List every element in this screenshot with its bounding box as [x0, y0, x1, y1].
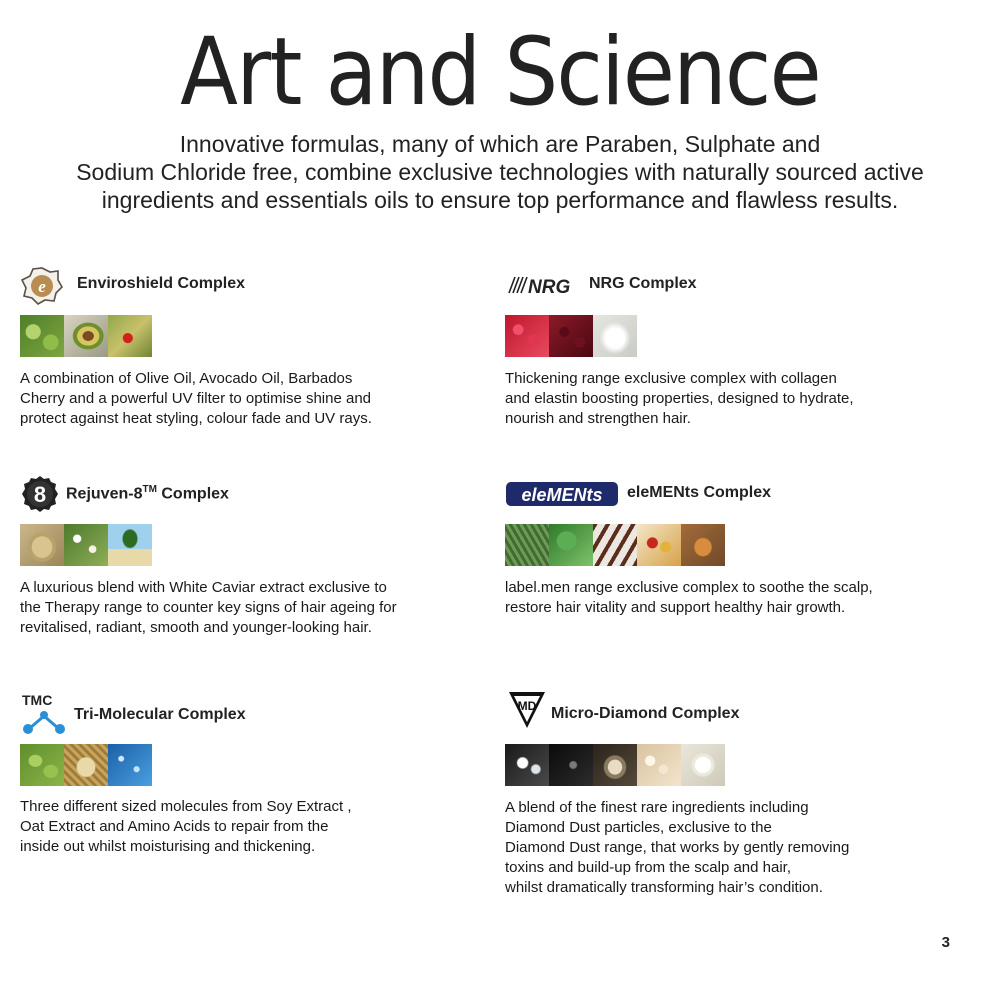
caviar-powder-photo: [20, 524, 64, 566]
oats-photo: [64, 744, 108, 786]
cherry-photo: [108, 315, 152, 357]
palm-tree-photo: [108, 524, 152, 566]
ginger-photo: [681, 524, 725, 566]
complex-name: NRG Complex: [589, 275, 697, 292]
white-rose-photo: [681, 744, 725, 786]
berries-photo: [549, 315, 593, 357]
description-line: revitalised, radiant, smooth and younger-looking hair.: [20, 619, 372, 636]
description-line: Cherry and a powerful UV filter to optimise shine and: [20, 390, 372, 407]
dark-crystals-photo: [549, 744, 593, 786]
water-bubbles-photo: [108, 744, 152, 786]
description-line: A blend of the finest rare ingredients including: [505, 799, 809, 816]
avocado-photo: [64, 315, 108, 357]
elements-logo-text: eleMENts: [521, 485, 603, 505]
rosemary-photo: [505, 524, 549, 566]
elements-logo-icon: [505, 474, 619, 514]
ingredient-photos: [20, 744, 152, 786]
tmc-molecule-icon: [20, 690, 68, 738]
pearls-photo: [637, 744, 681, 786]
complex-name: Micro-Diamond Complex: [551, 705, 740, 722]
diamond-crystals-photo: [505, 744, 549, 786]
trademark-mark: TM: [142, 484, 157, 495]
description-line: whilst dramatically transforming hair’s condition.: [505, 879, 823, 896]
rejuven-logo-number: 8: [33, 482, 47, 507]
complex-name: [66, 484, 229, 503]
chillies-photo: [637, 524, 681, 566]
complex-description: [505, 369, 975, 429]
enviroshield-e-icon: [20, 265, 64, 305]
olive-photo: [20, 315, 64, 357]
page-title: Art and Science: [180, 18, 820, 127]
mint-leaves-photo: [549, 524, 593, 566]
nrg-logo-text: NRG: [528, 277, 571, 298]
tmc-logo-text: TMC: [22, 692, 53, 708]
nrg-logo-icon: [505, 265, 581, 305]
complex-description: [20, 578, 490, 638]
ingredient-photos: [20, 315, 152, 357]
shell-photo: [593, 744, 637, 786]
complex-description: [505, 798, 975, 898]
complex-name-suffix: Complex: [156, 485, 229, 503]
description-line: Diamond Dust particles, exclusive to the: [505, 819, 772, 836]
description-line: nourish and strengthen hair.: [505, 410, 691, 427]
complex-name: Enviroshield Complex: [77, 275, 246, 292]
rejuven-8-icon: [20, 474, 60, 514]
intro-paragraph: [0, 130, 1000, 214]
description-line: Thickening range exclusive complex with collagen: [505, 370, 837, 387]
ingredient-photos: [505, 524, 725, 566]
intro-line: Sodium Chloride free, combine exclusive technologies with naturally sourced active: [76, 159, 924, 185]
intro-line: ingredients and essentials oils to ensure top performance and flawless results.: [101, 187, 899, 213]
complex-name: Tri-Molecular Complex: [74, 706, 246, 723]
description-line: the Therapy range to counter key signs of hair ageing for: [20, 599, 397, 616]
raspberry-photo: [505, 315, 549, 357]
cloves-photo: [593, 524, 637, 566]
complex-name: eleMENts Complex: [627, 484, 772, 501]
page-number: 3: [941, 934, 950, 951]
description-line: restore hair vitality and support healthy hair growth.: [505, 599, 846, 616]
complex-description: [20, 797, 490, 857]
ingredient-photos: [20, 524, 152, 566]
flowers-photo: [64, 524, 108, 566]
complex-header: [505, 265, 975, 305]
intro-line: Innovative formulas, many of which are Paraben, Sulphate and: [179, 131, 821, 157]
complex-description: [505, 578, 975, 618]
description-line: A combination of Olive Oil, Avocado Oil, Barbados: [20, 370, 353, 387]
description-line: inside out whilst moisturising and thickening.: [20, 838, 316, 855]
complex-header: [20, 265, 490, 305]
complex-header: [20, 690, 490, 738]
cream-photo: [593, 315, 637, 357]
description-line: Diamond Dust range, that works by gently removing: [505, 839, 850, 856]
ingredient-photos: [505, 315, 637, 357]
soybeans-photo: [20, 744, 64, 786]
description-line: label.men range exclusive complex to soothe the scalp,: [505, 579, 873, 596]
complex-name-text: Rejuven-8: [66, 485, 143, 503]
micro-diamond-icon: [505, 688, 549, 732]
complex-header: [505, 474, 975, 514]
description-line: protect against heat styling, colour fade and UV rays.: [20, 410, 372, 427]
micro-diamond-logo-text: MD: [517, 699, 537, 713]
enviroshield-logo-letter: e: [38, 277, 46, 296]
description-line: Three different sized molecules from Soy Extract ,: [20, 798, 352, 815]
complex-header: [20, 474, 490, 514]
description-line: Oat Extract and Amino Acids to repair from the: [20, 818, 329, 835]
description-line: A luxurious blend with White Caviar extract exclusive to: [20, 579, 387, 596]
description-line: toxins and build-up from the scalp and hair,: [505, 859, 792, 876]
description-line: and elastin boosting properties, designed to hydrate,: [505, 390, 854, 407]
complex-description: [20, 369, 490, 429]
ingredient-photos: [505, 744, 725, 786]
complex-header: [505, 688, 975, 728]
